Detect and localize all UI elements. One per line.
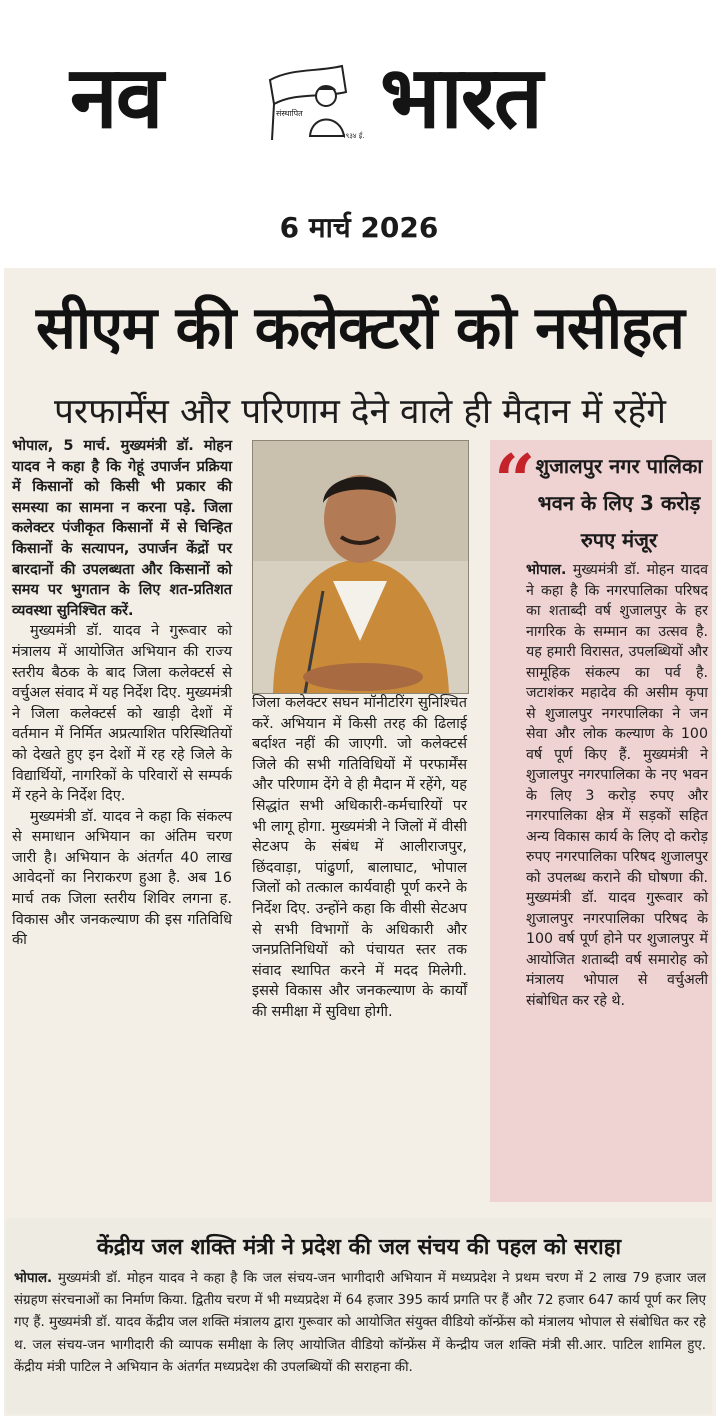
article-paragraph: मुख्यमंत्री डॉ. यादव ने कहा कि संकल्प से समाधान अभियान का अंतिम चरण जारी है। अभियान के अंतर्गत 40 लाख आवेदनों का निराकरण हुआ है. अब 16 मार्च तक जिला स्तरीय शिविर लगना ह. विकास और जनकल्याण की इस गतिविधि की: [12, 808, 232, 949]
emblem-caption: संस्थापित: [276, 109, 303, 118]
sidebar-text: मुख्यमंत्री डॉ. मोहन यादव ने कहा है कि नगरपालिका परिषद का शताब्दी वर्ष शुजालपुर के हर नागरिक के सम्मान का उत्सव है. यह हमारी विरासत, उपलब्धियों और सामूहिक संकल्प का पर्व है. जटाशंकर महादेव की असीम कृपा से शुजालपुर नगरपालिका ने जन सेवा और लोक कल्याण के 100 वर्ष पूर्ण किए हैं. मुख्यमंत्री ने शुजालपुर नगरपालिका के नए भवन के लिए 3 करोड़ रुपए और नगरपालिका क्षेत्र में सड़कों सहित अन्य विकास कार्य के लिए दो करोड़ रुपए नगरपालिका परिषद शुजालपुर को उपलब्ध कराने की घोषणा की. मुख्यमंत्री डॉ. यादव गुरूवार को शुजालपुर नगरपालिका परिषद के 100 वर्ष पूर्ण होने पर शुजालपुर में आयोजित शताब्दी वर्ष समारोह को मंत्रालय भोपाल से वर्चुअली संबोधित कर रहे थे.: [526, 562, 708, 1009]
flag-portrait-emblem-icon: [262, 62, 372, 142]
masthead-left-word: नव: [70, 48, 162, 148]
sidebar-dateline: भोपाल.: [526, 562, 567, 578]
article-paragraph: जिला कलेक्टर सघन मॉनीटरिंग सुनिश्चित करें. अभियान में किसी तरह की ढिलाई बर्दाश्त नहीं की जाएगी. जो कलेक्टर्स जिले की सभी गतिविधियों में परफार्मेंस और परिणाम देंगे वे ही मैदान में रहेंगे, यह सिद्धांत सभी अधिकारी-कर्मचारियों पर भी लागू होगा. मुख्यमंत्री ने जिलों में वीसी सेटअप के संबंध में आलीराजपुर, छिंदवाड़ा, पांढुर्णा, बालाघाट, भोपाल जिलों को तत्काल कार्यवाही पूर्ण करने के निर्देश दिए. उन्होंने कहा कि वीसी सेटअप से सभी विभागों के अधिकारी और जनप्रतिनिधियों को पंचायत स्तर तक संवाद स्थापित करने में मदद मिलेगी. इससे विकास और जनकल्याण के कार्यों की समीक्षा में सुविधा होगी.: [252, 695, 467, 1020]
article-column-2: [252, 693, 467, 1023]
masthead-right-word: भारत: [380, 48, 541, 148]
portrait-photo-icon: [253, 441, 468, 693]
article-subheadline: परफार्मेंस और परिणाम देने वाले ही मैदान में रहेंगे: [54, 392, 666, 432]
bottom-story-headline: केंद्रीय जल शक्ति मंत्री ने प्रदेश की जल संचय की पहल को सराहा: [96, 1235, 622, 1260]
sidebar-headline: शुजालपुर नगर पालिका भवन के लिए 3 करोड़ रुपए मंजूर: [535, 454, 703, 552]
bottom-story-dateline: भोपाल.: [14, 1271, 53, 1286]
article-paragraph: मुख्यमंत्री डॉ. यादव ने गुरूवार को मंत्रालय में आयोजित अभियान की राज्य स्तरीय बैठक के बाद जिला कलेक्टर्स से वर्चुअल संवाद में यह निर्देश दिए. मुख्यमंत्री ने जिला कलेक्टर्स को खाड़ी देशों में वर्तमान में निर्मित अप्रत्याशित परिस्थितियों को देखते हुए इन देशों में रह रहे जिले के विद्यार्थियों, नागरिकों के परिवारों से सम्पर्क में रहने के निर्देश दिए.: [12, 623, 232, 805]
article-lead-paragraph: भोपाल, 5 मार्च. मुख्यमंत्री डॉ. मोहन यादव ने कहा है कि गेहूं उपार्जन प्रक्रिया में किसानों को किसी भी प्रकार की समस्या का सामना न करना पड़े. जिला कलेक्टर पंजीकृत किसानों में से चिन्हित किसानों के सत्यापन, उपार्जन केंद्रों पर बारदानों की उपलब्धता और किसानों को समय पर भुगतान के लिए शत-प्रतिशत व्यवस्था सुनिश्चित करें.: [12, 438, 232, 619]
quote-mark-icon: “: [494, 438, 536, 523]
emblem-year: १९३४ ई.: [342, 132, 365, 140]
bottom-story-body: [14, 1268, 706, 1379]
bottom-story-text: मुख्यमंत्री डॉ. मोहन यादव ने कहा है कि जल संचय-जन भागीदारी अभियान में मध्यप्रदेश ने प्रथम चरण में 2 लाख 79 हजार जल संग्रहण संरचनाओं का निर्माण किया. द्वितीय चरण में भी मध्यप्रदेश में 64 हजार 395 कार्य प्रगति पर हैं और 72 हजार 647 कार्य पूर्ण कर लिए गए हैं. मुख्यमंत्री डॉ. यादव केंद्रीय जल शक्ति मंत्रालय द्वारा गुरूवार को आयोजित संयुक्त वीडियो कॉन्फ्रेंस को मंत्रालय भोपाल से संबोधित कर रहे थ. जल संचय-जन भागीदारी की व्यापक समीक्षा के लिए आयोजित वीडियो कॉन्फ्रेंस में केन्द्रीय जल शक्ति मंत्री सी.आर. पाटिल शामिल हुए. केंद्रीय मंत्री पाटिल ने अभियान के अंतर्गत मध्यप्रदेश की उपलब्धियों की सराहना की.: [14, 1271, 706, 1375]
article-headline: सीएम की कलेक्टरों को नसीहत: [36, 293, 684, 362]
chief-minister-photo: [252, 440, 469, 694]
dateline: 6 मार्च 2026: [279, 211, 439, 244]
sidebar-body: [526, 560, 708, 1011]
masthead: [0, 48, 718, 148]
article-column-1: [12, 436, 232, 951]
